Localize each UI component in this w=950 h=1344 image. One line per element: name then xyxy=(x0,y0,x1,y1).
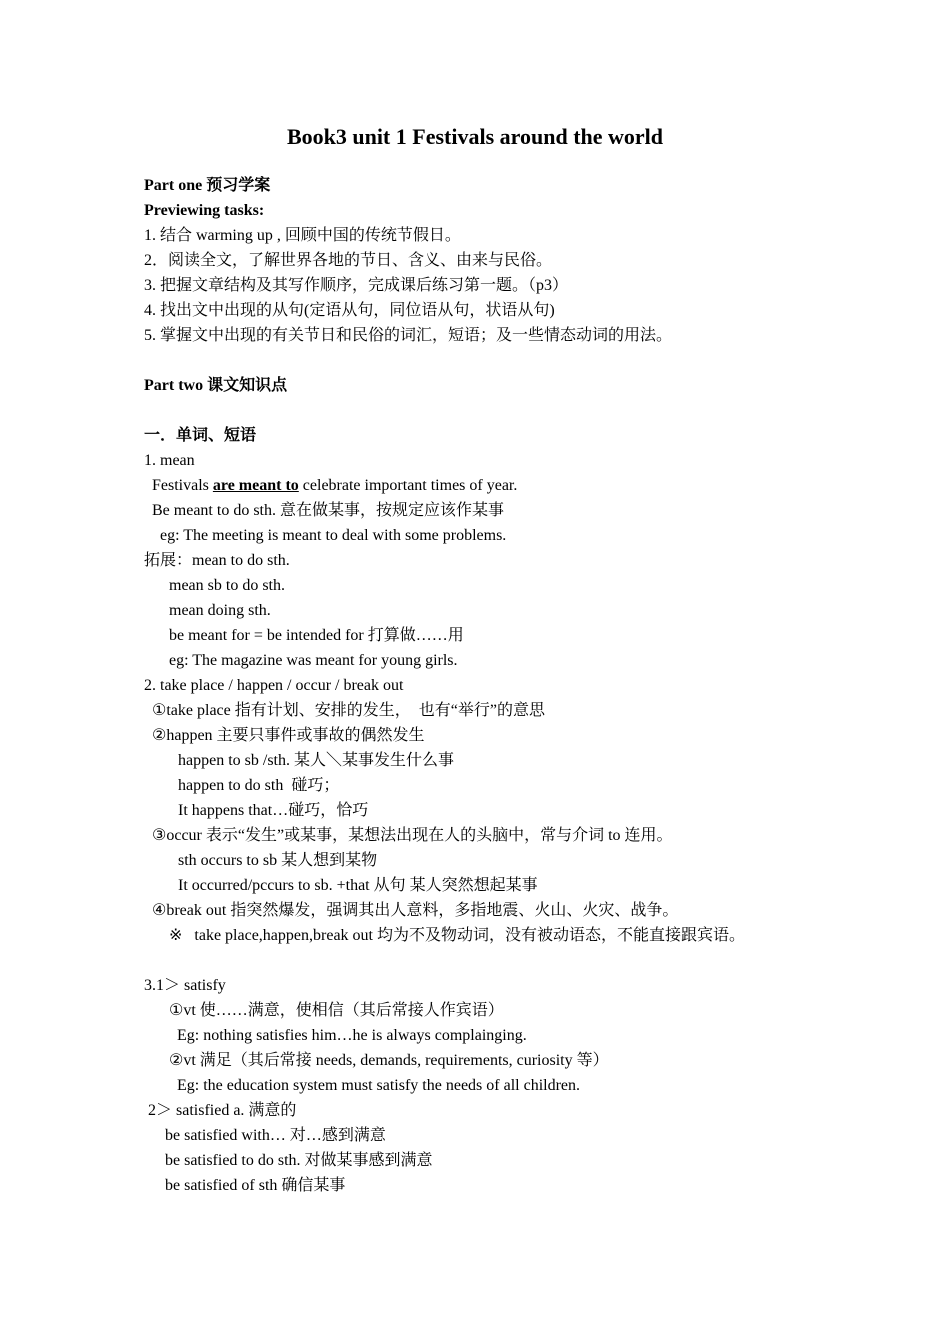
usage-line: be satisfied to do sth. 对做某事感到满意 xyxy=(165,1152,433,1169)
extension-line: be meant for = be intended for 打算做……用 xyxy=(169,627,464,644)
usage-line: 2＞ satisfied a. 满意的 xyxy=(148,1102,297,1119)
extension-line: 拓展：mean to do sth. xyxy=(144,552,290,569)
usage-line: ②vt 满足（其后常接 needs, demands, requirements, curiosity 等） xyxy=(169,1052,609,1069)
highlighted-phrase: are meant to xyxy=(212,477,299,494)
usage-line: ②happen 主要只事件或事故的偶然发生 xyxy=(152,727,425,744)
usage-line: be satisfied with… 对…感到满意 xyxy=(165,1127,386,1144)
extension-line: mean doing sth. xyxy=(169,602,271,619)
extension-line: mean sb to do sth. xyxy=(169,577,285,594)
example-sentence xyxy=(152,476,517,496)
example-text: celebrate important times of year. xyxy=(298,477,518,494)
part-two-heading: Part two 课文知识点 xyxy=(144,377,288,394)
task-item: 3. 把握文章结构及其写作顺序，完成课后练习第一题。（p3） xyxy=(144,277,569,294)
example-line: Eg: the education system must satisfy the needs of all children. xyxy=(177,1077,581,1094)
usage-line: It occurred/pccurs to sb. +that 从句 某人突然想起某事 xyxy=(178,877,538,894)
definition-line: Be meant to do sth. 意在做某事，按规定应该作某事 xyxy=(152,502,504,519)
task-item: 2．阅读全文，了解世界各地的节日、含义、由来与民俗。 xyxy=(144,252,553,269)
example-text: Festivals xyxy=(152,477,213,494)
usage-line: happen to sb /sth. 某人＼某事发生什么事 xyxy=(178,752,454,769)
example-line: eg: The meeting is meant to deal with some problems. xyxy=(160,527,507,544)
part-one-heading: Part one 预习学案 xyxy=(144,177,271,194)
item-number-take-place: 2. take place / happen / occur / break out xyxy=(144,677,404,694)
previewing-tasks-heading: Previewing tasks: xyxy=(144,202,265,219)
note-line: ※ take place,happen,break out 均为不及物动词，没有被动语态，不能直接跟宾语。 xyxy=(169,927,745,944)
usage-line: It happens that…碰巧，恰巧 xyxy=(178,802,369,819)
usage-line: sth occurs to sb 某人想到某物 xyxy=(178,852,378,869)
item-number-satisfy: 3.1＞ satisfy xyxy=(144,977,226,994)
example-line: eg: The magazine was meant for young girls. xyxy=(169,652,458,669)
usage-line: ①take place 指有计划、安排的发生， 也有“举行”的意思 xyxy=(152,702,545,719)
item-number-mean: 1. mean xyxy=(144,452,195,469)
example-line: Eg: nothing satisfies him…he is always complainging. xyxy=(177,1027,527,1044)
task-item: 1. 结合 warming up , 回顾中国的传统节假日。 xyxy=(144,227,461,244)
usage-line: ④break out 指突然爆发，强调其出人意料，多指地震、火山、火灾、战争。 xyxy=(152,902,679,919)
usage-line: ①vt 使……满意，使相信（其后常接人作宾语） xyxy=(169,1002,504,1019)
task-item: 5. 掌握文中出现的有关节日和民俗的词汇，短语；及一些情态动词的用法。 xyxy=(144,327,673,344)
usage-line: happen to do sth 碰巧； xyxy=(178,777,340,794)
document-title: Book3 unit 1 Festivals around the world xyxy=(286,124,664,149)
usage-line: ③occur 表示“发生”或某事，某想法出现在人的头脑中，常与介词 to 连用。 xyxy=(152,827,673,844)
usage-line: be satisfied of sth 确信某事 xyxy=(165,1177,346,1194)
task-item: 4. 找出文中出现的从句(定语从句，同位语从句，状语从句) xyxy=(144,302,555,319)
section-heading-vocabulary: 一．单词、短语 xyxy=(144,427,257,444)
